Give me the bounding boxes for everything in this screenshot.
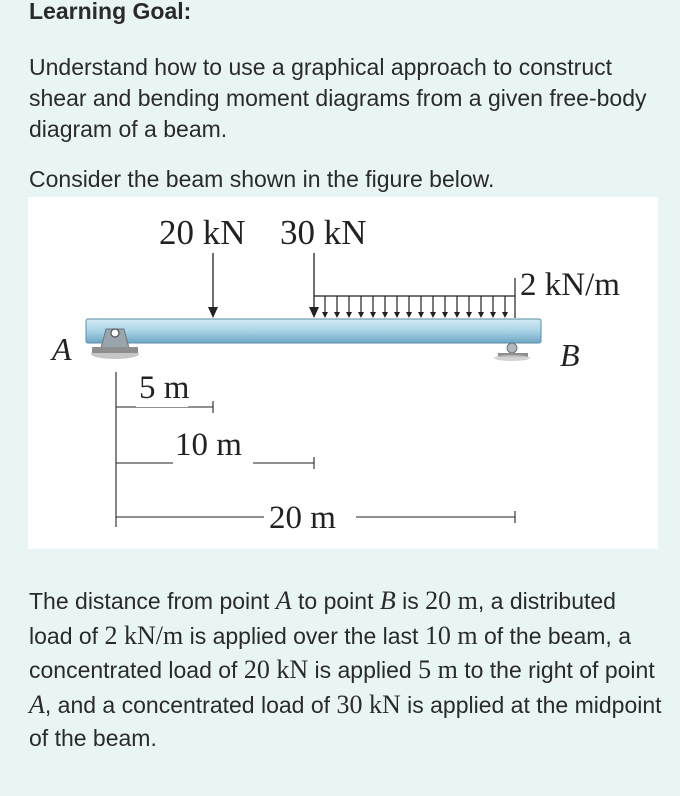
distributed-load xyxy=(314,278,515,318)
point-b-label: B xyxy=(560,337,580,373)
desc-text-10: is applied at the midpoint of the beam. xyxy=(29,691,662,751)
beam-figure xyxy=(28,197,658,549)
desc-load-position: 5 m xyxy=(418,655,458,684)
dim-10m-label: 10 m xyxy=(175,427,242,463)
distributed-load-label: 2 kN/m xyxy=(520,267,620,303)
load-20kn-label: 20 kN xyxy=(159,213,246,252)
dim-20m-label: 20 m xyxy=(269,500,336,536)
desc-load-length: 10 m xyxy=(424,620,478,650)
point-a-label: A xyxy=(52,331,72,367)
desc-load-30kn: 30 kN xyxy=(336,689,401,719)
problem-description xyxy=(29,584,665,756)
beam xyxy=(86,319,541,343)
dim-5m-label: 5 m xyxy=(139,370,190,406)
desc-text-4: , a distributed load of xyxy=(29,588,616,649)
load-20kn-arrow xyxy=(208,253,218,318)
desc-text-6: of the beam, a concentrated load of xyxy=(29,622,631,683)
desc-text-7: is applied xyxy=(308,657,419,683)
consider-text: Consider the beam shown in the figure below. xyxy=(29,166,495,192)
desc-text-1: The distance from point xyxy=(29,588,276,614)
load-30kn-arrow xyxy=(309,253,319,318)
desc-text-9: , and a concentrated load of xyxy=(44,691,337,718)
desc-distributed-load: 2 kN/m xyxy=(104,620,184,650)
heading: Learning Goal: xyxy=(29,0,192,24)
load-30kn-label: 30 kN xyxy=(280,213,367,252)
desc-text-2: to point xyxy=(291,588,380,614)
desc-point-a: A xyxy=(275,586,292,615)
desc-text-3: is xyxy=(395,588,426,614)
beam-diagram xyxy=(28,197,658,549)
desc-length: 20 m xyxy=(425,586,478,615)
desc-text-5: is applied over the last xyxy=(183,622,425,649)
goal-text: Understand how to use a graphical approach to construct shear and bending moment diagrams from a given free-body diagram of a beam. xyxy=(29,54,647,142)
desc-text-8: to the right of point xyxy=(457,657,655,683)
desc-point-b: B xyxy=(379,586,396,615)
desc-point-a-2: A xyxy=(29,689,45,719)
roller-support-b xyxy=(494,343,530,361)
desc-load-20kn: 20 kN xyxy=(243,655,309,684)
